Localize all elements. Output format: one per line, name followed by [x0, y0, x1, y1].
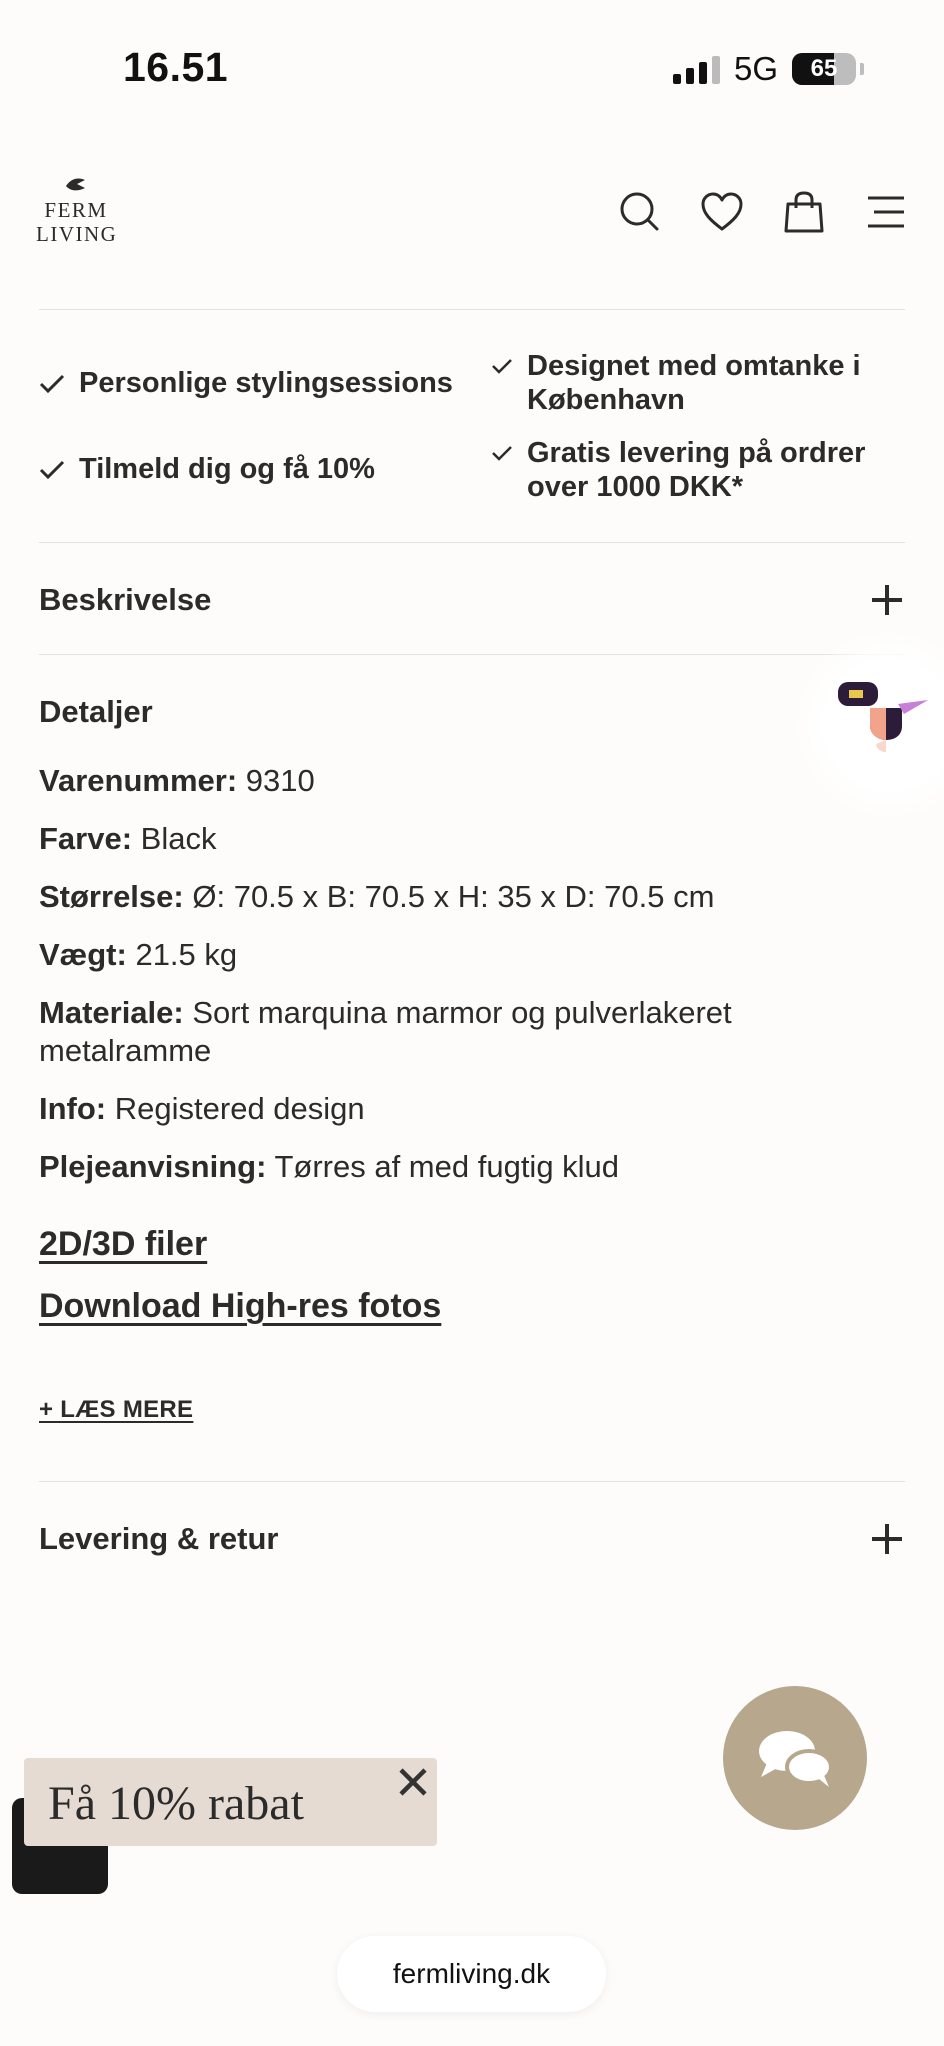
- logo-line-2: LIVING: [36, 222, 118, 246]
- read-more-link[interactable]: + LÆS MERE: [39, 1396, 194, 1423]
- detail-value: 9310: [245, 763, 315, 798]
- usp-item: [39, 452, 479, 486]
- description-divider: [39, 654, 905, 655]
- detail-value: 21.5 kg: [135, 937, 238, 972]
- logo-line-1: FERM: [44, 198, 108, 222]
- accordion-details-title[interactable]: Detaljer: [39, 694, 153, 729]
- check-icon: [491, 357, 513, 375]
- detail-label: Info:: [39, 1091, 107, 1126]
- detail-row: [39, 820, 864, 858]
- detail-value: Tørres af med fugtig klud: [274, 1149, 620, 1184]
- detail-value: Ø: 70.5 x B: 70.5 x H: 35 x D: 70.5 cm: [192, 879, 715, 914]
- network-label: 5G: [733, 50, 778, 87]
- detail-label: Plejeanvisning:: [39, 1149, 267, 1184]
- chat-bubbles-icon: [757, 1727, 833, 1789]
- signal-icon: [673, 54, 720, 84]
- plus-icon[interactable]: [872, 585, 902, 615]
- detail-row: [39, 936, 864, 974]
- detail-row: [39, 1090, 864, 1128]
- status-time: 16.51: [123, 44, 229, 90]
- files-2d-3d-link[interactable]: 2D/3D filer: [39, 1225, 208, 1263]
- discount-popup-text: Få 10% rabat: [48, 1777, 304, 1830]
- detail-label: Vægt:: [39, 937, 127, 972]
- battery-icon: [792, 53, 856, 85]
- usp-text: Tilmeld dig og få 10%: [79, 453, 375, 485]
- detail-row: [39, 994, 864, 1070]
- header-divider: [39, 309, 905, 310]
- chat-button[interactable]: [723, 1686, 867, 1830]
- detail-label: Størrelse:: [39, 879, 184, 914]
- status-indicators: [673, 50, 864, 88]
- usp-text: Gratis levering på ordrer over 1000 DKK*: [527, 437, 866, 503]
- bag-icon[interactable]: [782, 190, 826, 234]
- hummingbird-widget-icon[interactable]: [838, 680, 928, 752]
- detail-value: Registered design: [114, 1091, 365, 1126]
- download-photos-link[interactable]: Download High-res fotos: [39, 1287, 442, 1325]
- heart-icon[interactable]: [700, 190, 744, 234]
- accordion-description-title[interactable]: Beskrivelse: [39, 582, 212, 617]
- close-icon[interactable]: [395, 1764, 431, 1800]
- detail-label: Materiale:: [39, 995, 184, 1030]
- check-icon: [491, 444, 513, 462]
- ferm-living-logo[interactable]: [36, 176, 116, 246]
- logo-bird-icon: [63, 176, 89, 196]
- plus-icon[interactable]: [872, 1524, 902, 1554]
- usp-item: [39, 366, 479, 400]
- battery-level: 65: [810, 55, 838, 82]
- usp-text: Personlige stylingsessions: [79, 367, 453, 399]
- discount-popup[interactable]: [24, 1758, 437, 1846]
- detail-row: [39, 762, 864, 800]
- details-divider: [39, 1481, 905, 1482]
- usp-text: Designet med omtanke i København: [527, 350, 861, 416]
- detail-label: Farve:: [39, 821, 133, 856]
- usp-divider: [39, 542, 905, 543]
- detail-row: [39, 1148, 864, 1186]
- accordion-delivery-title[interactable]: Levering & retur: [39, 1521, 279, 1556]
- search-icon[interactable]: [618, 190, 662, 234]
- detail-value: Black: [140, 821, 217, 856]
- details-list: [39, 762, 864, 1206]
- detail-row: [39, 878, 864, 916]
- detail-value: Sort marquina marmor og pulverlakeret metalramme: [39, 995, 732, 1068]
- check-icon: [39, 374, 65, 394]
- usp-item: [491, 436, 911, 504]
- usp-item: [491, 349, 911, 417]
- detail-label: Varenummer:: [39, 763, 238, 798]
- browser-url-bar[interactable]: fermliving.dk: [337, 1936, 606, 2012]
- header-actions: [618, 190, 908, 234]
- check-icon: [39, 460, 65, 480]
- menu-icon[interactable]: [864, 190, 908, 234]
